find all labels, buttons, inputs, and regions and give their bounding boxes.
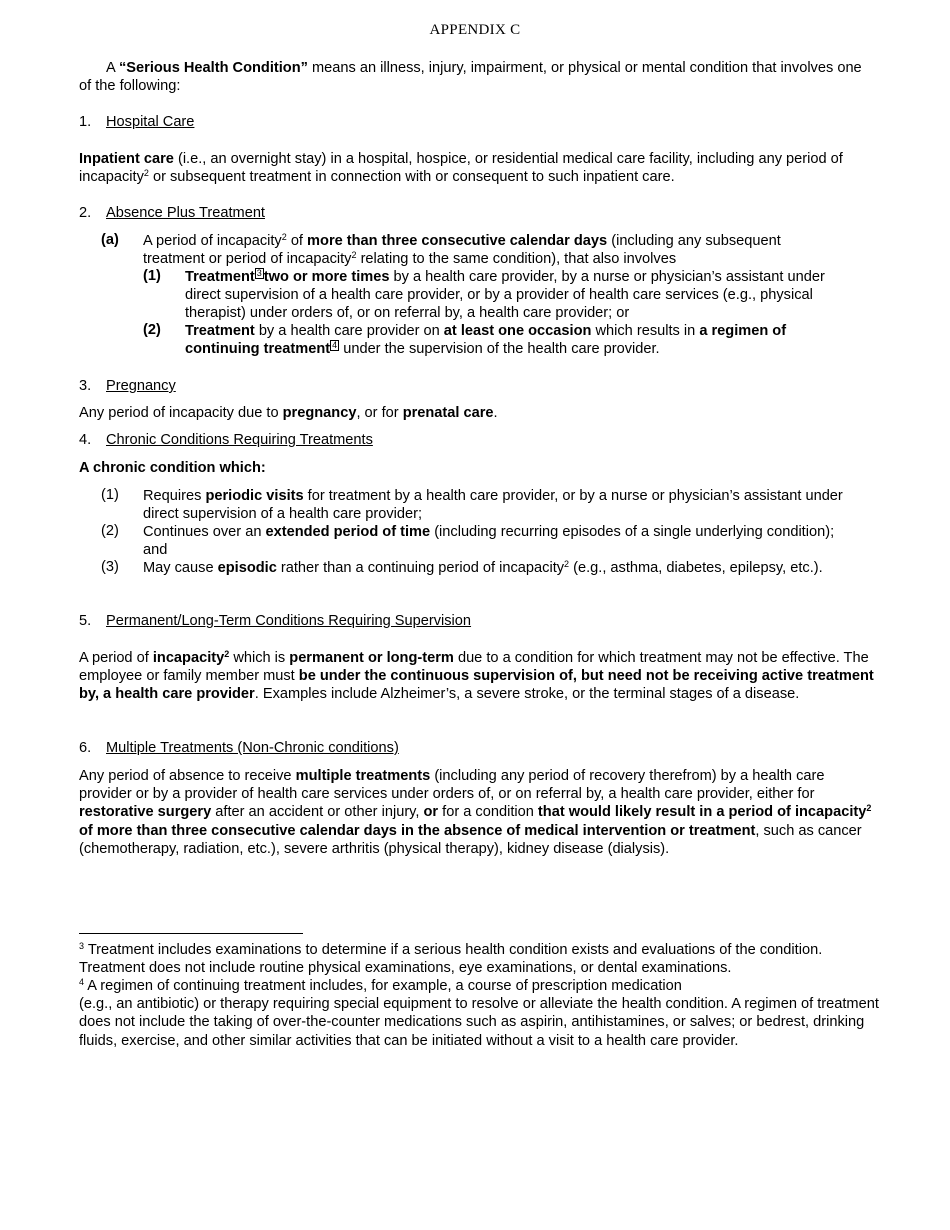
footnote-ref-4: 4 — [332, 340, 338, 351]
chronic-item-1-label: (1) — [101, 487, 119, 503]
item-a1-label: (1) — [143, 268, 161, 284]
footnote-4: $^4$ A regimen of continuing treatment includes, for example, a course of prescription medication (e.g., an antibiotic) or therapy requiring special equipment to resolve or alleviate the health condition. A regimen of treatment does not include the taking of over-the-counter medications such as aspirin, antihistamines, or salves; or bedrest, drinking fluids, exercise, and other similar activities that can be initiated without a visit to a health care provider. — [79, 977, 879, 1049]
chronic-item-3-text: May cause episodic rather than a continuing period of incapacity$^2$ (e.g., asthma, diabetes, epilepsy, etc.). — [143, 559, 823, 576]
section-5-heading: 5. Permanent/Long-Term Conditions Requiring Supervision — [79, 613, 472, 629]
section-4-lead: A chronic condition which: — [79, 460, 266, 476]
section-6-heading: 6. Multiple Treatments (Non-Chronic conditions) — [79, 740, 399, 756]
footnote-ref-3: 3 — [256, 268, 262, 278]
section-2-heading: 2. Absence Plus Treatment — [79, 205, 265, 221]
item-a-label: (a) — [101, 232, 119, 248]
item-a-text: A period of incapacity$^2$ of more than three consecutive calendar days (including any subsequent treatment or period of incapacity$^2$ relating to the same condition), that also involves — [143, 232, 781, 268]
section-3-heading: 3. Pregnancy — [79, 378, 176, 394]
chronic-item-2-text: Continues over an extended period of time (including recurring episodes of a single underlying condition); and — [143, 524, 835, 559]
item-a2-label: (2) — [143, 322, 161, 338]
item-a2-text: Treatment by a health care provider on at least one occasion which results in a regimen of continuing treatment 4 under the supervision of the health care provider. — [185, 323, 787, 358]
section-4-heading: 4. Chronic Conditions Requiring Treatments — [79, 432, 373, 448]
section-1-heading: 1. Hospital Care — [79, 114, 195, 130]
defined-term: “Serious Health Condition” — [119, 60, 308, 76]
section-6-body: Any period of absence to receive multiple treatments (including any period of recovery therefrom) by a health care provider or by a provider of health care services under orders of, or on referral by, a health care provider, either for restorative surgery after an accident or other injury, or for a condition that would likely result in a period of incapacity$^2$ of more than three consecutive calendar days in the absence of medical intervention or treatment, such as cancer (chemotherapy, radiation, etc.), severe arthritis (physical therapy), kidney disease (dialysis). — [79, 768, 872, 857]
footnote-separator — [79, 933, 303, 934]
section-5-body: A period of incapacity$^2$ which is permanent or long-term due to a condition for which treatment may not be effective. The employee or family member must be under the continuous supervision of, but need not be receiving active treatment by, a health care provider. Examples include Alzheimer’s, a severe stroke, or the terminal stages of a disease. — [79, 649, 874, 703]
footnote-3: $^3$ Treatment includes examinations to determine if a serious health condition exists and evaluations of the condition. Treatment does not include routine physical examinations, eye examinations, or dental examinations. — [79, 941, 823, 977]
item-a1-text: Treatment 3 two or more times by a health care provider, by a nurse or physician’s assistant under direct supervision of a health care provider, or by a provider of health care services (e.g., physical therapist) under orders of, or on referral by, a health care provider; or — [185, 268, 825, 322]
chronic-item-2-label: (2) — [101, 523, 119, 539]
intro-paragraph: A “Serious Health Condition” means an illness, injury, impairment, or physical or mental condition that involves one of the following: — [79, 60, 862, 95]
page-title: APPENDIX C — [429, 22, 521, 38]
section-3-body: Any period of incapacity due to pregnancy, or for prenatal care. — [79, 405, 498, 421]
section-1-body: Inpatient care (i.e., an overnight stay) in a hospital, hospice, or residential medical care facility, including any period of incapacity$^2$ or subsequent treatment in connection with or consequent to such inpatient care. — [79, 151, 843, 186]
chronic-item-1-text: Requires periodic visits for treatment by a health care provider, or by a nurse or physician’s assistant under direct supervision of a health care provider; — [143, 488, 843, 523]
chronic-item-3-label: (3) — [101, 559, 119, 575]
